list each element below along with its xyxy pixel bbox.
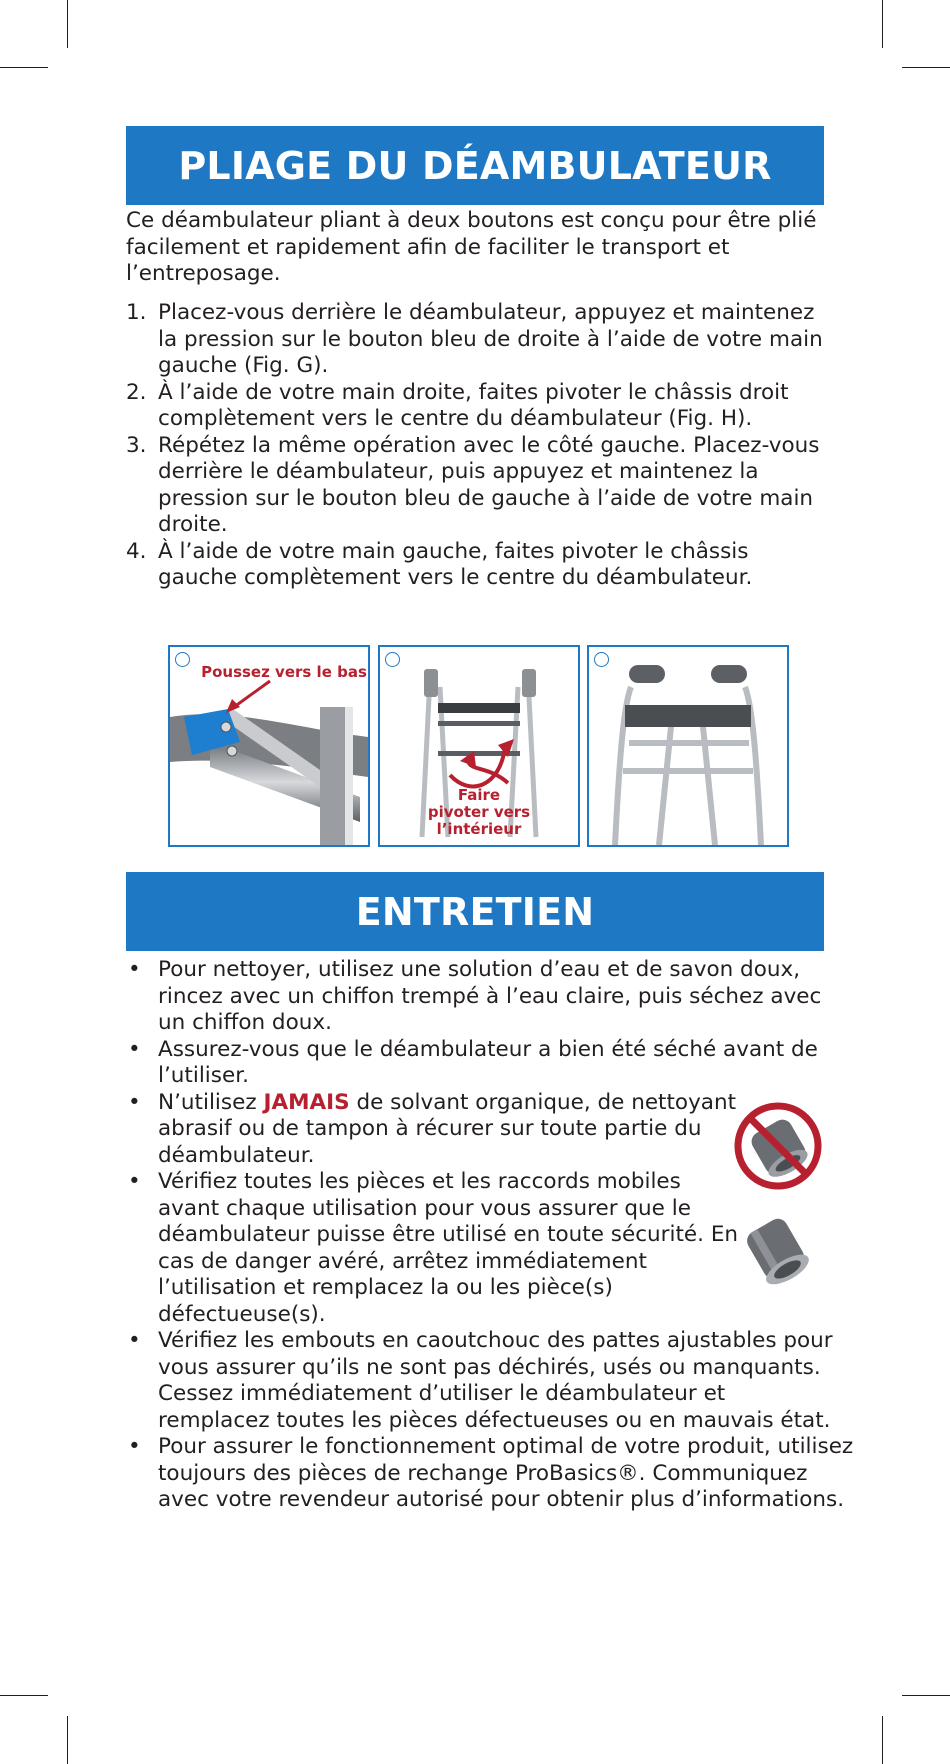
step-item	[126, 433, 826, 539]
figure-marker	[594, 652, 609, 667]
list-item	[126, 1434, 858, 1514]
bullet: •	[128, 1169, 141, 1194]
no-abrasive-icon	[730, 1100, 826, 1196]
rubber-tip-icon	[734, 1208, 822, 1302]
figure-h-callout-line: l’intérieur	[436, 820, 522, 838]
step-number: 4.	[126, 538, 147, 564]
section-title-folding	[126, 126, 824, 205]
figure-h-callout-line: Faire	[457, 786, 501, 804]
bullet: •	[128, 1089, 141, 1115]
crop-mark	[0, 67, 48, 68]
list-item-text: de solvant organique, de nettoyant abrasif ou de tampon à récurer sur toute partie du déambulateur.	[158, 1089, 737, 1168]
crop-mark	[67, 1716, 68, 1764]
maintenance-list	[126, 957, 854, 1514]
figure-h-callout-line: pivoter vers	[427, 803, 531, 821]
list-item-text: Assurez-vous que le déambulateur a bien été séché avant de l’utiliser.	[158, 1036, 818, 1088]
bullet: •	[128, 1434, 141, 1459]
section-title-maintenance	[126, 872, 824, 951]
step-text: Répétez la même opération avec le côté gauche. Placez-vous derrière le déambulateur, puis appuyez et maintenez la pression sur le bouton bleu de gauche à l’aide de votre main droite.	[158, 432, 820, 537]
step-text: À l’aide de votre main droite, faites pivoter le châssis droit complètement vers le centre du déambulateur (Fig. H).	[158, 379, 789, 431]
figure-h-callout	[420, 787, 538, 838]
folding-intro: Ce déambulateur pliant à deux boutons est conçu pour être plié facilement et rapidement afin de faciliter le transport et l’entreposage.	[126, 208, 817, 286]
list-item	[126, 1328, 838, 1434]
crop-mark	[0, 1695, 48, 1696]
section-title-folding-text: PLIAGE DU DÉAMBULATEUR	[178, 143, 772, 188]
list-item-text: N’utilisez	[158, 1089, 264, 1115]
step-number: 3.	[126, 432, 147, 458]
list-item	[126, 957, 838, 1037]
bullet: •	[128, 957, 141, 982]
figure-folded	[587, 645, 789, 847]
step-item	[126, 539, 826, 592]
figure-marker	[385, 652, 400, 667]
step-text: Placez-vous derrière le déambulateur, appuyez et maintenez la pression sur le bouton bleu de droite à l’aide de votre main gauche (Fig. G).	[158, 300, 823, 378]
crop-mark	[902, 67, 950, 68]
list-item-text: Pour assurer le fonctionnement optimal de votre produit, utilisez toujours des pièces de rechange ProBasics®. Communiquez avec votre revendeur autorisé pour obtenir plus d’informations.	[158, 1434, 854, 1512]
figure-g	[168, 645, 370, 847]
list-item	[126, 1090, 748, 1170]
step-text: À l’aide de votre main gauche, faites pivoter le châssis gauche complètement vers le centre du déambulateur.	[158, 538, 753, 590]
figure-marker	[175, 652, 190, 667]
bullet: •	[128, 1036, 141, 1062]
step-item	[126, 300, 826, 380]
list-item-text: Vérifiez toutes les pièces et les raccords mobiles avant chaque utilisation pour vous assurer que le déambulateur puisse être utilisé en toute sécurité. En cas de danger avéré, arrêtez immédiatement l’utilisation et remplacez la ou les pièce(s) défectueuse(s).	[158, 1169, 739, 1327]
list-item-text: Vérifiez les embouts en caoutchouc des pattes ajustables pour vous assurer qu’ils ne sont pas déchirés, usés ou manquants. Cessez immédiatement d’utiliser le déambulateur et remplacez toutes les pièces défectueuses ou en mauvais état.	[158, 1328, 833, 1433]
step-item	[126, 380, 826, 433]
step-number: 1.	[126, 300, 147, 325]
never-emphasis: JAMAIS	[263, 1089, 350, 1115]
crop-mark	[67, 0, 68, 48]
step-number: 2.	[126, 379, 147, 405]
crop-mark	[882, 1716, 883, 1764]
walker-folded-photo	[589, 647, 787, 845]
section-title-maintenance-text: ENTRETIEN	[355, 889, 595, 934]
crop-mark	[902, 1695, 950, 1696]
list-item-text: Pour nettoyer, utilisez une solution d’eau et de savon doux, rincez avec un chiffon trempé à l’eau claire, puis séchez avec un chiffon doux.	[158, 957, 822, 1035]
figure-g-callout: Poussez vers le bas	[201, 663, 367, 681]
list-item	[126, 1037, 836, 1090]
crop-mark	[882, 0, 883, 48]
figure-h	[378, 645, 580, 847]
folding-steps	[126, 300, 826, 592]
bullet: •	[128, 1328, 141, 1353]
list-item	[126, 1169, 748, 1328]
